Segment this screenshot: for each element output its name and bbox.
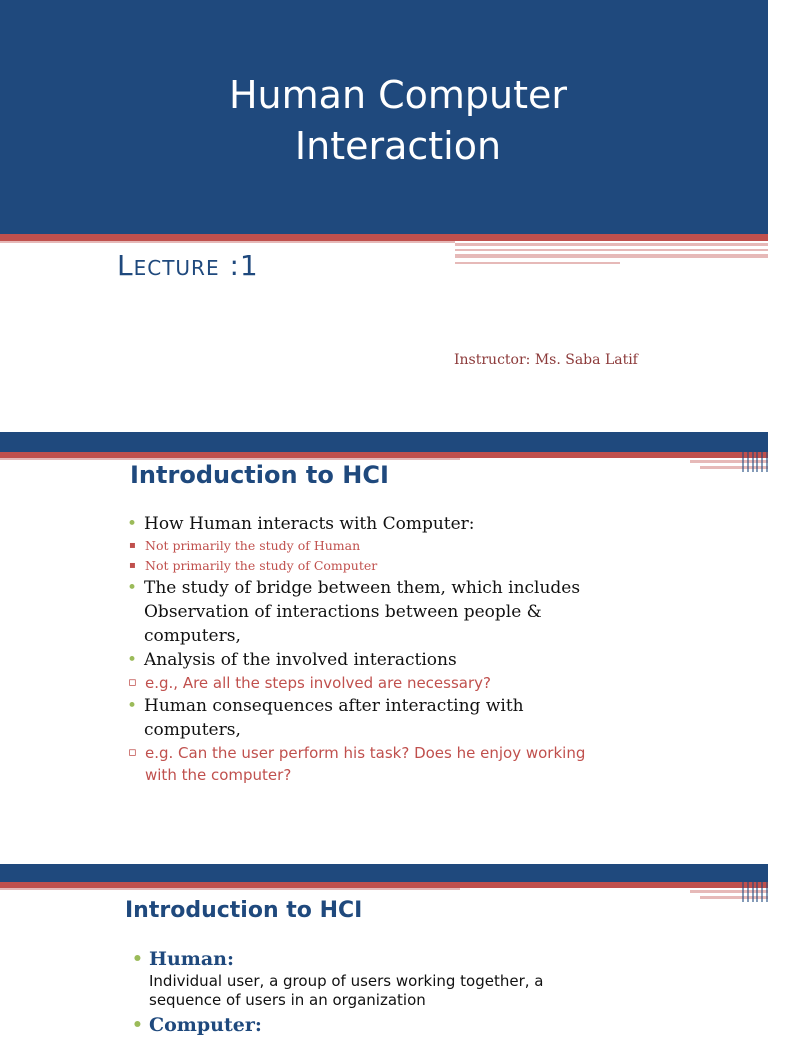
divider-line <box>455 262 620 264</box>
decorative-stripes <box>742 864 768 902</box>
term-label: • Human: <box>132 948 235 970</box>
divider-line <box>0 888 460 890</box>
square-bullet-icon: ▪ <box>129 560 136 571</box>
lecture-subtitle <box>117 248 259 284</box>
title-line-2: Interaction <box>294 124 502 168</box>
bullet-item: • The study of bridge between them, which includes Observation of interactions between people & computers, <box>127 578 581 646</box>
sub-bullet-item: ▪ Not primarily the study of Human <box>127 536 627 556</box>
bullet-list <box>127 512 627 786</box>
divider-line <box>0 234 768 241</box>
divider-line <box>455 249 768 251</box>
bullet-dot-icon: • <box>127 514 138 534</box>
instructor-name: Instructor: Ms. Saba Latif <box>454 352 638 368</box>
decorative-stripes <box>742 432 768 472</box>
bullet-item: • How Human interacts with Computer: <box>127 514 475 534</box>
slide-gap <box>0 852 768 864</box>
hollow-square-bullet-icon: ▫ <box>128 675 137 690</box>
lecture-label: Lecture :1 <box>117 249 259 282</box>
term-definition: Individual user, a group of users working together, a sequence of users in an organization <box>149 972 544 1009</box>
presentation-title <box>0 70 796 172</box>
definition-block <box>132 946 592 1038</box>
square-bullet-icon: ▪ <box>129 540 136 551</box>
sub-bullet-item: ▫ e.g., Are all the steps involved are necessary? <box>128 674 491 692</box>
divider-line <box>455 254 768 258</box>
sub-bullet-item: ▫ e.g. Can the user perform his task? Does he enjoy working with the computer? <box>128 744 586 784</box>
title-line-1: Human Computer <box>228 73 568 117</box>
bullet-item: • Analysis of the involved interactions <box>127 650 457 670</box>
divider-line <box>0 241 455 243</box>
divider-line <box>455 243 768 246</box>
bullet-dot-icon: • <box>127 578 138 598</box>
slide-heading: Introduction to HCI <box>125 898 363 923</box>
bullet-dot-icon: • <box>132 949 143 969</box>
header-band <box>0 864 768 882</box>
content-slide-1 <box>0 432 768 852</box>
bullet-item: • Human consequences after interacting with computers, <box>127 696 524 740</box>
bullet-dot-icon: • <box>127 696 138 716</box>
slide-heading: Introduction to HCI <box>130 461 389 489</box>
slide-gap <box>0 420 768 432</box>
content-slide-2 <box>0 864 768 1036</box>
term-label: • Computer: <box>132 1014 262 1036</box>
title-slide <box>0 0 768 420</box>
hollow-square-bullet-icon: ▫ <box>128 745 137 760</box>
sub-bullet-item: ▪ Not primarily the study of Computer <box>127 556 627 576</box>
bullet-dot-icon: • <box>132 1015 143 1035</box>
header-band <box>0 432 768 452</box>
bullet-dot-icon: • <box>127 650 138 670</box>
